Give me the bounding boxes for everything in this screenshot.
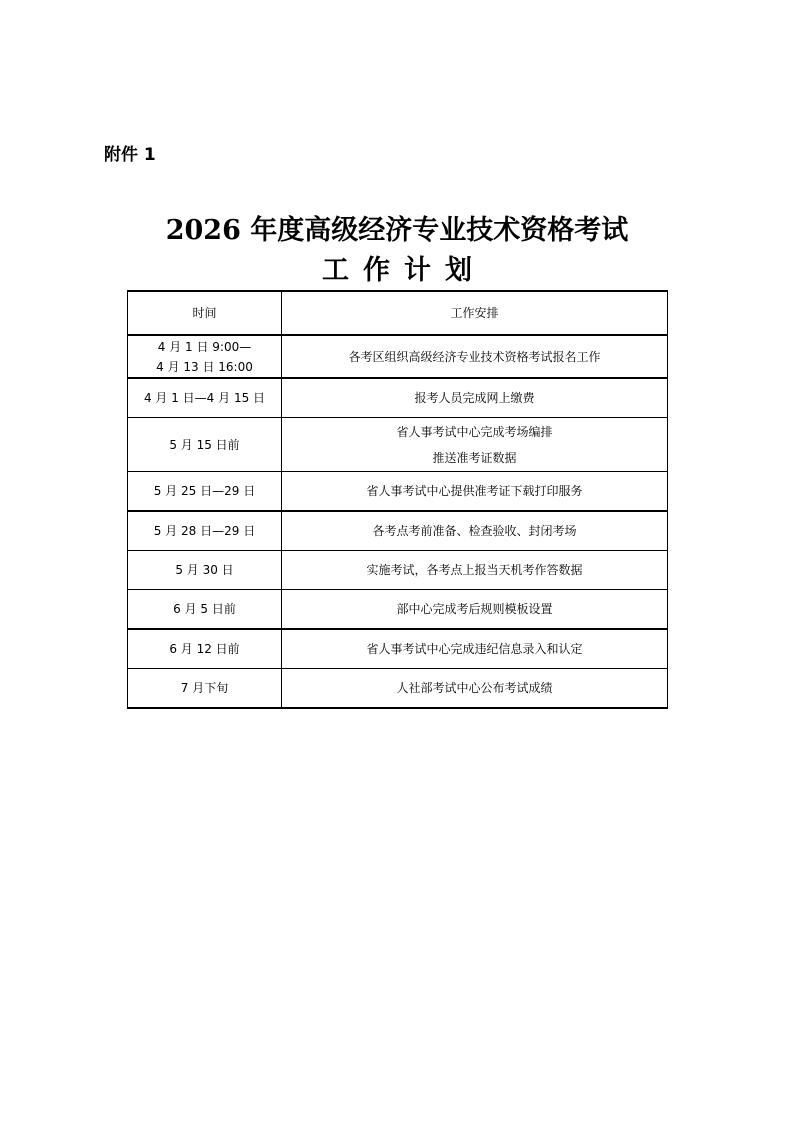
- time-cell: [128, 590, 282, 630]
- task-cell: [282, 378, 668, 418]
- table-header-row: [128, 291, 668, 335]
- task-cell: [282, 629, 668, 669]
- time-line: 5 月 30 日: [175, 563, 234, 577]
- table-row: [128, 669, 668, 709]
- table-row: [128, 335, 668, 378]
- header-time: 时间: [128, 291, 282, 335]
- header-task: 工作安排: [282, 291, 668, 335]
- task-cell: [282, 551, 668, 590]
- task-cell: [282, 669, 668, 709]
- task-line: 各考点考前准备、检查验收、封闭考场: [372, 524, 577, 538]
- task-line: 人社部考试中心公布考试成绩: [396, 681, 553, 695]
- task-cell: [282, 335, 668, 378]
- time-line: 4 月 1 日—4 月 15 日: [143, 391, 266, 405]
- time-cell: [128, 378, 282, 418]
- time-cell: [128, 511, 282, 551]
- table-row: [128, 418, 668, 472]
- task-line: 各考区组织高级经济专业技术资格考试报名工作: [348, 349, 601, 364]
- task-line: 推送准考证数据: [432, 450, 517, 465]
- time-cell: [128, 472, 282, 512]
- task-cell: [282, 418, 668, 472]
- time-line: 5 月 28 日—29 日: [153, 524, 256, 538]
- table-row: [128, 551, 668, 590]
- time-line: 5 月 15 日前: [169, 437, 240, 452]
- task-cell: [282, 590, 668, 630]
- time-line: 4 月 1 日 9:00—: [157, 339, 252, 354]
- time-line: 6 月 12 日前: [169, 642, 240, 656]
- task-line: 报考人员完成网上缴费: [414, 391, 535, 405]
- task-line: 部中心完成考后规则模板设置: [396, 602, 553, 616]
- task-line: 实施考试，各考点上报当天机考作答数据: [366, 563, 583, 577]
- time-cell: [128, 551, 282, 590]
- work-plan-table: [127, 290, 668, 709]
- time-cell: [128, 669, 282, 709]
- task-line: 省人事考试中心完成考场编排: [396, 424, 553, 439]
- time-cell: [128, 629, 282, 669]
- task-line: 省人事考试中心完成违纪信息录入和认定: [366, 642, 583, 656]
- document-subtitle: 工作计划: [322, 255, 486, 286]
- document-title: 2026 年度高级经济专业技术资格考试: [165, 215, 629, 246]
- task-cell: [282, 472, 668, 512]
- table-row: [128, 629, 668, 669]
- time-line: 4 月 13 日 16:00: [156, 359, 253, 374]
- time-line: 6 月 5 日前: [173, 602, 236, 616]
- table-row: [128, 590, 668, 630]
- time-cell: [128, 418, 282, 472]
- time-line: 7 月下旬: [180, 681, 229, 695]
- table-row: [128, 472, 668, 512]
- table-row: [128, 378, 668, 418]
- task-cell: [282, 511, 668, 551]
- attachment-label: 附件 1: [104, 145, 156, 165]
- table-row: [128, 511, 668, 551]
- time-line: 5 月 25 日—29 日: [153, 484, 256, 498]
- task-line: 省人事考试中心提供准考证下载打印服务: [366, 484, 583, 498]
- time-cell: [128, 335, 282, 378]
